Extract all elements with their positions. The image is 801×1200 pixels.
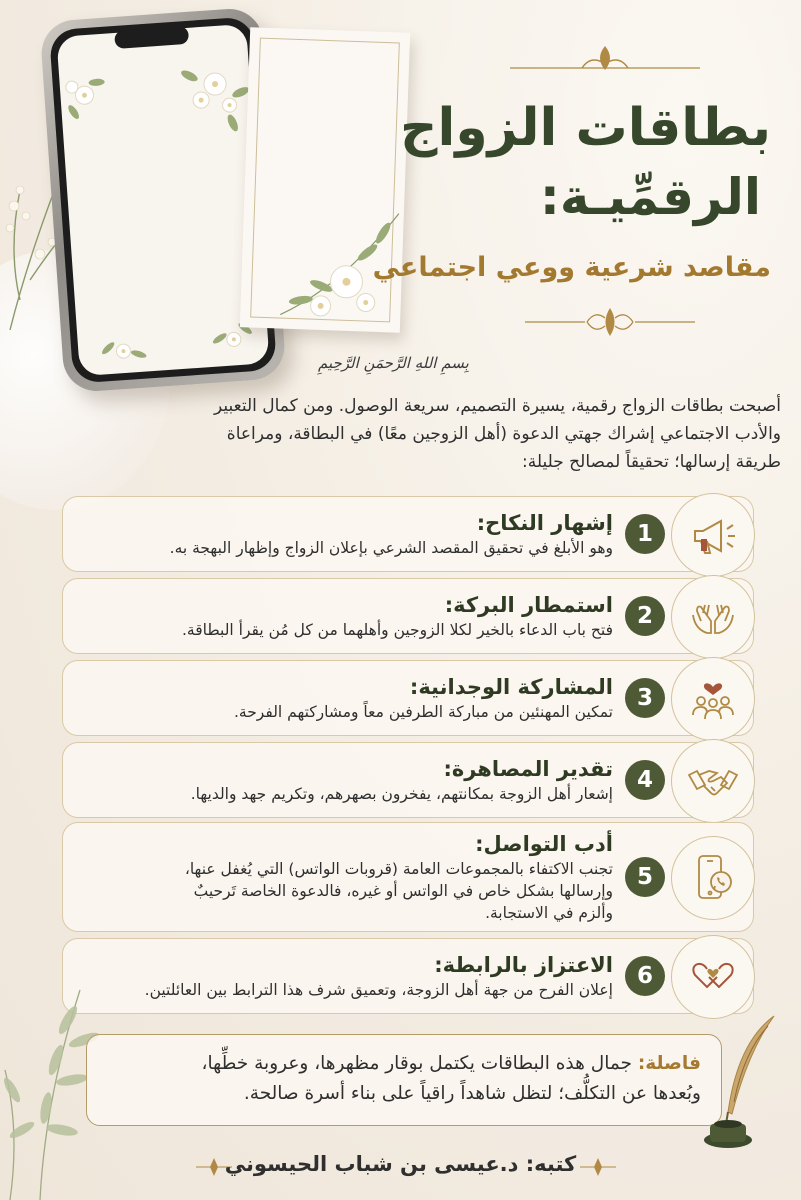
icon-badge [671,575,755,659]
linked-hearts-icon [687,951,739,1003]
page-title-line2: الرقمِّيـة: [539,168,761,226]
corner-flower-icon [168,52,254,147]
item-title: أدب التواصل: [475,832,613,856]
item-text: وإرسالها بشكل خاص في الواتس أو غيره، فالدعوة الخاصة تَرحيبٌ [193,882,613,900]
item-number-badge: 6 [625,956,665,996]
item-number-badge: 1 [625,514,665,554]
icon-badge [671,739,755,823]
divider-ornament-icon [525,304,695,344]
corner-flower-icon [61,69,115,132]
closing-label: فاصلة: [637,1053,701,1074]
megaphone-icon [687,509,739,561]
closing-text: وبُعدها عن التكلُّف؛ لتظل شاهداً راقياً على بناء أسرة صالحة. [243,1083,701,1104]
quill-inkwell-icon [698,1012,784,1152]
list-item [62,822,754,932]
intro-line: أصبحت بطاقات الزواج رقمية، يسيرة التصميم، سريعة الوصول. ومن كمال التعبير [213,396,781,416]
top-ornament-icon [510,40,700,80]
basmala-calligraphy: بِسمِ اللهِ الرَّحمَنِ الرَّحِيمِ [318,354,469,372]
invitation-card-mockup [240,27,410,332]
item-title: المشاركة الوجدانية: [409,675,613,699]
corner-flower-icon [97,325,150,368]
intro-paragraph [60,392,781,476]
item-title: الاعتزاز بالرابطة: [434,953,613,977]
item-text: إعلان الفرح من جهة أهل الزوجة، وتعميق شرف هذا الترابط بين العائلتين. [144,981,613,999]
item-title: تقدير المصاهرة: [443,757,613,781]
author-credit: كتبه: د.عيسى بن شباب الحيسوني [224,1152,577,1176]
people-heart-icon [687,673,739,725]
list-item [62,938,754,1014]
phone-whatsapp-icon [687,852,739,904]
item-title: استمطار البركة: [444,593,613,617]
item-number-badge: 3 [625,678,665,718]
page-title-line1: بطاقات الزواج [400,98,771,158]
item-text: وهو الأبلغ في تحقيق المقصد الشرعي بإعلان الزواج وإظهار البهجة به. [169,539,613,557]
praying-hands-icon [687,591,739,643]
icon-badge [671,935,755,1019]
closing-note-box [86,1034,722,1126]
page-subtitle: مقاصد شرعية ووعي اجتماعي [372,252,771,283]
item-text: فتح باب الدعاء بالخير لكلا الزوجين وأهلهما من كل مُن يقرأ البطاقة. [181,621,613,639]
list-item [62,578,754,654]
list-item [62,496,754,572]
closing-text: جمال هذه البطاقات يكتمل بوقار مظهرها، وعروبة خطِّها، [201,1053,632,1074]
item-number-badge: 5 [625,857,665,897]
list-item [62,660,754,736]
icon-badge [671,836,755,920]
item-title: إشهار النكاح: [476,511,613,535]
item-number-badge: 4 [625,760,665,800]
icon-badge [671,493,755,577]
item-text: تمكين المهنئين من مباركة الطرفين معاً ومشاركتهم الفرحة. [233,703,613,721]
handshake-icon [687,755,739,807]
item-text: وألزم في الاستجابة. [485,904,613,922]
list-item [62,742,754,818]
item-text: إشعار أهل الزوجة بمكانتهم، يفخرون بصهرهم، وتكريم جهد والديها. [190,785,613,803]
intro-line: والأدب الاجتماعي إشراك جهتي الدعوة (أهل الزوجين معًا) في البطاقة، ومراعاة [226,424,781,444]
item-number-badge: 2 [625,596,665,636]
icon-badge [671,657,755,741]
intro-line: طريقة إرسالها؛ تحقيقاً لمصالح جليلة: [522,452,781,472]
item-text: تجنب الاكتفاء بالمجموعات العامة (قروبات الواتس) التي يُغفل عنها، [184,860,613,878]
